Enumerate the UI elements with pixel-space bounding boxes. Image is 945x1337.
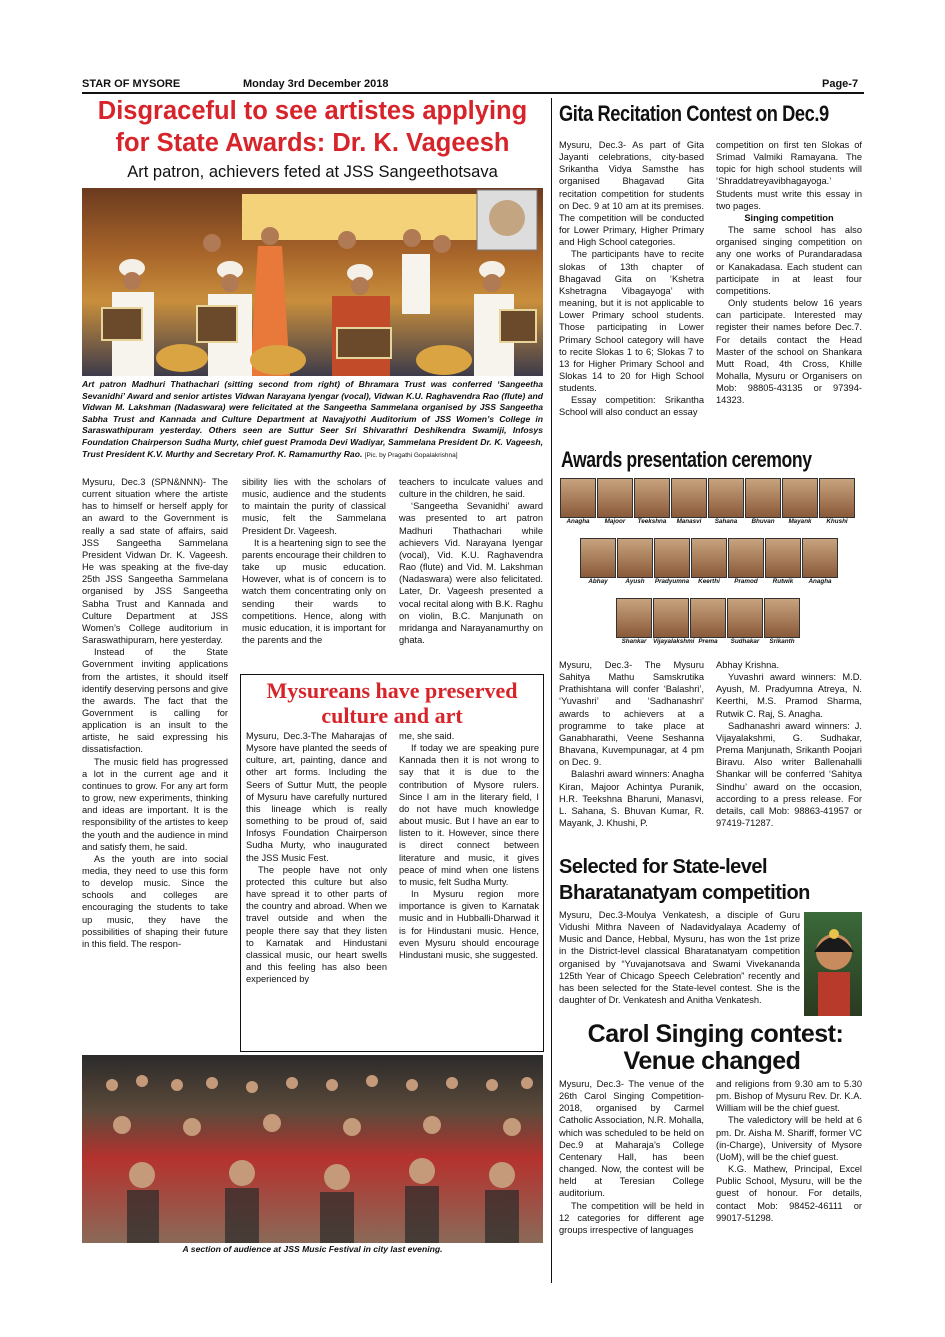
paragraph: Abhay Krishna. [716, 660, 780, 670]
issue-date: Monday 3rd December 2018 [243, 78, 389, 90]
award-winner-photo [690, 598, 726, 645]
portrait [691, 538, 727, 578]
award-winner-photo [728, 538, 764, 585]
award-winner-name: Rutwik [772, 578, 794, 585]
award-winner-photo [802, 538, 838, 585]
paragraph: The competition will be held in 12 categories for different age groups irrespective of languages [559, 1200, 704, 1235]
award-winner-name: Bhuvan [751, 518, 775, 525]
paragraph: Mysuru, Dec.3-Moulya Venkatesh, a disciple of Guru Vidushi Mithra Naveen of Nadavidyalaya Academy of Music and Dance, Hebbal, Mysuru, has won the 1st prize in the District-level classical Bharatanatyam competition organised by “Yuvajanotsava and Swami Vivekananda 125th Year of Chicago Speech Celebration” recently and has been selected for the State-level contest. She is the daughter of Dr. Venkatesh and Anitha Venkatesh. [559, 910, 800, 1006]
bharatanatyam-title-line1: Selected for State-level [559, 856, 768, 878]
award-winner-name: Khushi [826, 518, 848, 525]
main-story-col2 [242, 476, 386, 668]
portrait [745, 478, 781, 518]
award-winner-name: Keerthi [698, 578, 720, 585]
paragraph: Mysuru, Dec.3 (SPN&NNN)- The current situation where the artiste has to himself or herself apply for an award to the Government is really a sad state of affairs, said JSS Sangeetha Sammelana President Vidwan Dr. K. Vageesh. He was speaking at the five-day 25th JSS Sangeetha Sammelana organised by JSS Sangeetha Sabha Trust and Kannada and Culture Department at JSS Women’s College auditorium in Saraswathipuram, here yesterday. [82, 477, 228, 646]
main-photo-caption-text: Art patron Madhuri Thathachari (sitting second from right) of Bhramara Trust was conferred ‘Sangeetha Sevanidhi’ Award and senior artistes Vidwan Narayana Iyengar (vocal), Vidwan K.U. Raghavendra Rao (flute) and Vidwan M. Lakshman (Nadaswara) were felicitated at the Sangeetha Sammelana organised by JSS Sangeetha Sabha Trust and Kannada and Culture Department at Navajyothi Auditorium of JSS Women’s College in Saraswathipuram yesterday. Others seen are Suttur Seer Sri Shivarathri Deshikendra Swamiji, Infosys Foundation Chairperson Sudha Murty, chief guest Pramoda Devi Wadiyar, Sammelana President Dr. K. Vageesh, Trust President K.V. Murthy and Secretary Prof. K. Ramamurthy Rao. [82, 379, 543, 459]
mysureans-title-line1: Mysureans have preserved [266, 678, 518, 703]
award-winner-name: Prema [698, 638, 718, 645]
paper-name: STAR OF MYSORE [82, 78, 181, 90]
paragraph: The same school has also organised singing competition on any one works of Purandaradasa or Kanakadasa. Each student can participate in at least four competitions. [716, 225, 862, 296]
award-winner-photo [634, 478, 670, 525]
paragraph: Mysuru, Dec.3- The venue of the 26th Carol Singing Competition-2018, organised by Carmel Catholic Association, N.R. Mohalla, which was scheduled to be held on Dec.9 at Maharaja’s College Centenary Hall, has been changed. Now, the contest will be held at Teresian College auditorium. [559, 1079, 704, 1199]
main-headline-line1: Disgraceful to see artistes applying [97, 97, 528, 125]
paragraph: Balashri award winners: Anagha Kiran, Majoor Achintya Puranik, H.R. Teekshna Bharuni, Manasvi, L. Sahana, S. Bhuvan Kumar, R. Mayank, J. Khushi, P. [559, 769, 704, 829]
award-winner-photo [782, 478, 818, 525]
singing-competition-heading: Singing competition [744, 212, 834, 223]
column-separator [551, 98, 552, 1283]
portrait [616, 598, 652, 638]
paragraph: Mysuru, Dec.3-The Maharajas of Mysore have planted the seeds of culture, art, painting, dance and other art forms. Including the Seers of Suttur Mutt, the people of Mysuru have carefully nurtured this lineage which is really something to be proud of, said Infosys Foundation Chairperson Sudha Murty, who inaugurated the JSS Music Fest. [246, 731, 387, 863]
award-winner-photo [653, 598, 695, 645]
paragraph: Instead of the State Government inviting applications from the artistes, it should itself identify deserving persons and give the awards. The fact that the Government is calling for application is an insult to the artiste, he said expressing his dissatisfaction. [82, 647, 228, 755]
dancer-photo [804, 912, 862, 1016]
award-winner-photo [616, 598, 652, 645]
award-winner-name: Vijayalakshmi [653, 638, 695, 645]
award-winner-photo [597, 478, 633, 525]
paragraph: In Mysuru region more importance is given to Karnatak music and in Hubballi-Dharwad it is for Hindustani music. Hence, even Mysuru should encourage Hindustani music, she suggested. [399, 889, 539, 960]
audience-photo-art [82, 1055, 543, 1243]
paragraph: The valedictory will be held at 6 pm. Dr. Aisha M. Shariff, former VC (in-Charge), University of Mysore (UoM), will be the chief guest. [716, 1115, 862, 1162]
portrait [819, 478, 855, 518]
paragraph: Mysuru, Dec.3- As part of Gita Jayanti celebrations, city-based Srikantha Vidya Samsthe has organised Bhagavad Gita recitation competition for students on Dec. 9 at 10 am at its premises. The competition will be conducted for Lower Primary, Higher Primary and High School categories. [559, 140, 704, 248]
portrait [727, 598, 763, 638]
paragraph: Essay competition: Srikantha School will also conduct an essay [559, 395, 704, 418]
main-photo-caption [82, 379, 543, 471]
award-winner-photo [819, 478, 855, 525]
award-winner-name: Teekshna [637, 518, 667, 525]
paragraph: K.G. Mathew, Principal, Excel Public School, Mysuru, will be the guest of honour. For details, contact Mob: 98452-46111 or 99017-51298. [716, 1164, 862, 1223]
paragraph: If today we are speaking pure Kannada then it is not wrong to say that it is due to the contribution of Mysore rulers. Since I am in the literary field, I do not have much knowledge about music. But I have an ear to listen to it. However, since there is direct connect between literature and music, it gives peace of mind when one listens to music, felt Sudha Murty. [399, 743, 539, 887]
main-subhead: Art patron, achievers feted at JSS Sangeethotsava [127, 163, 498, 181]
award-winner-name: Majoor [604, 518, 626, 525]
portrait [708, 478, 744, 518]
award-winner-name: Manasvi [676, 518, 702, 525]
dancer-photo-art [804, 912, 862, 1016]
portrait [560, 478, 596, 518]
portrait [653, 598, 689, 638]
award-winner-photo [671, 478, 707, 525]
audience-photo [82, 1055, 543, 1243]
awards-col1 [559, 659, 704, 855]
bharatanatyam-title-line2: Bharatanatyam competition [559, 882, 810, 904]
portrait [654, 538, 690, 578]
mysureans-col2 [399, 730, 539, 1042]
portrait [782, 478, 818, 518]
award-winner-name: Sahana [714, 518, 738, 525]
portrait [765, 538, 801, 578]
awards-col2 [716, 659, 862, 855]
award-winner-photo [764, 598, 800, 645]
main-story-col1 [82, 476, 228, 1049]
portrait [580, 538, 616, 578]
paragraph: Only students below 16 years can participate. Interested may register their names before Dec.7. For details contact the Head Master of the school on Shankara Mutt Road, 4th Cross, Khille Mohalla, Mysuru or Organisers on Mob: 98805-43135 or 97394-14323. [716, 298, 862, 406]
award-winner-name: Ayush [625, 578, 645, 585]
award-winner-name: Pradyumna [654, 578, 690, 585]
award-winner-name: Abhay [588, 578, 608, 585]
portrait [690, 598, 726, 638]
mysureans-col1 [246, 730, 387, 1042]
main-story-col3 [399, 476, 543, 668]
paragraph: As the youth are into social media, they need to use this form to develop music. Since the schools and colleges are encouraging the students to take up music, they have the possibilities of shaping their future in this field. The respon- [82, 853, 228, 949]
award-winner-photo [580, 538, 616, 585]
award-winner-photo [727, 598, 763, 645]
felicitation-photo [82, 188, 543, 376]
awards-title: Awards presentation ceremony [561, 447, 812, 472]
audience-photo-caption: A section of audience at JSS Music Festival in city last evening. [182, 1244, 443, 1254]
award-winner-name: Shankar [621, 638, 647, 645]
award-winner-photo [765, 538, 801, 585]
paragraph: Sadhanashri award winners: J. Vijayalakshmi, G. Sudhakar, Prema Manjunath, Srikanth Poojari Biravu. Also writer Ballenahalli Shankar will be conferred ‘Sahitya Sindhu’ award on the occasion, according to a press release. For details, call Mob: 98863-41957 or 97419-71287. [716, 720, 862, 829]
paragraph: teachers to inculcate values and culture in the children, he said. [399, 477, 543, 500]
award-winner-name: Anagha [566, 518, 590, 525]
award-winner-name: Srikanth [769, 638, 795, 645]
carol-col2 [716, 1078, 862, 1263]
award-winner-photo [617, 538, 653, 585]
carol-title-line1: Carol Singing contest: [587, 1020, 844, 1048]
mysureans-title-line2: culture and art [321, 703, 463, 728]
paragraph: competition on first ten Slokas of Srimad Valmiki Ramayana. The topic for high school students will ‘Shraddatreyavibhagayoga.’ Students must write this essay in two pages. [716, 140, 862, 211]
paragraph: me, she said. [399, 731, 455, 741]
award-winner-name: Pramod [734, 578, 758, 585]
award-winner-photo [745, 478, 781, 525]
portrait [764, 598, 800, 638]
portrait [634, 478, 670, 518]
portrait [671, 478, 707, 518]
header-rule [82, 92, 864, 94]
paragraph: The music field has progressed a lot in the current age and it continues to grow. For any art form to grow, new experiments, thinking and ideas are important. It is the responsibility of the artistes to keep the youth and the audience in mind and satisfy them, he said. [82, 756, 228, 852]
gita-col2 [716, 139, 862, 449]
award-winner-photo [691, 538, 727, 585]
photo-credit: [Pic. by Pragathi Gopalakrishna] [364, 451, 458, 459]
paragraph: It is a heartening sign to see the parents encourage their children to take up music education. However, what is of concern is to watch them concentrating only on sending their wards to competitions. Hence, along with music education, it is important for the parents and the [242, 537, 386, 646]
gita-col1 [559, 139, 704, 449]
paragraph: Yuvashri award winners: M.D. Ayush, M. Pradyumna Atreya, N. Keerthi, M.S. Pramod Sharma, Rutwik C. Raj, S. Anagha. [716, 672, 862, 719]
main-headline-line2: for State Awards: Dr. K. Vageesh [115, 129, 510, 157]
felicitation-photo-art [82, 188, 543, 376]
award-winner-name: Anagha [808, 578, 832, 585]
portrait [802, 538, 838, 578]
award-winner-photo [708, 478, 744, 525]
award-winner-photo [560, 478, 596, 525]
paragraph: and religions from 9.30 am to 5.30 pm. Bishop of Mysuru Rev. Dr. K.A. William will be the chief guest. [716, 1079, 862, 1114]
portrait [597, 478, 633, 518]
gita-title: Gita Recitation Contest on Dec.9 [559, 101, 829, 126]
award-winner-name: Sudhakar [730, 638, 760, 645]
paragraph: ‘Sangeetha Sevanidhi’ award was presented to art patron Madhuri Thathachari while achievers Vid. Narayana Iyengar (vocal), Vid. K.U. Raghavendra Rao (flute) and Vid. M. Lakshman (Nadaswara) were also felicitated. Later, Dr. Vageesh presented a vocal recital along with B.K. Raghu on violin, B.C. Manjunath on mridanga and Narayanamurthy on ghata. [399, 501, 543, 646]
paragraph: The people have not only protected this culture but also have spread it to other parts of the country and abroad. When we travel outside and when the people there say that they listen to Karnatak and Hindustani classical music, our heart swells and this feeling has also been experienced by [246, 864, 387, 985]
bharatanatyam-body [559, 909, 800, 1017]
carol-title-line2: Venue changed [623, 1047, 801, 1075]
paragraph: sibility lies with the scholars of music, audience and the students to maintain the purity of classical music, felt the Sammelana President Dr. Vageesh. [242, 477, 386, 536]
award-winner-photo [654, 538, 690, 585]
carol-col1 [559, 1078, 704, 1263]
portrait [617, 538, 653, 578]
page-number: Page-7 [822, 78, 859, 90]
award-winner-name: Mayank [788, 518, 812, 525]
portrait [728, 538, 764, 578]
paragraph: Mysuru, Dec.3- The Mysuru Sahitya Mathu Samskrutika Prathishtana will confer ‘Balashri’, ‘Yuvashri’ and ‘Sadhanashri’ awards to achievers at a programme to take place at Ganabharathi, Veene Seshanna Bhavana, Kuvempunagar, at 4 pm on Dec. 9. [559, 660, 704, 768]
paragraph: The participants have to recite slokas of 13th chapter of Bhagavad Gita on ‘Kshetra Kshetragna Vibagayoga’ with meaning, but it is not applicable to Lower Primary school students. Those participating in Lower Primary School category will have to recite Slokas 1 to 6; Slokas 7 to 13 for Higher Primary School and Slokas 14 to 20 for High School students. [559, 249, 704, 394]
